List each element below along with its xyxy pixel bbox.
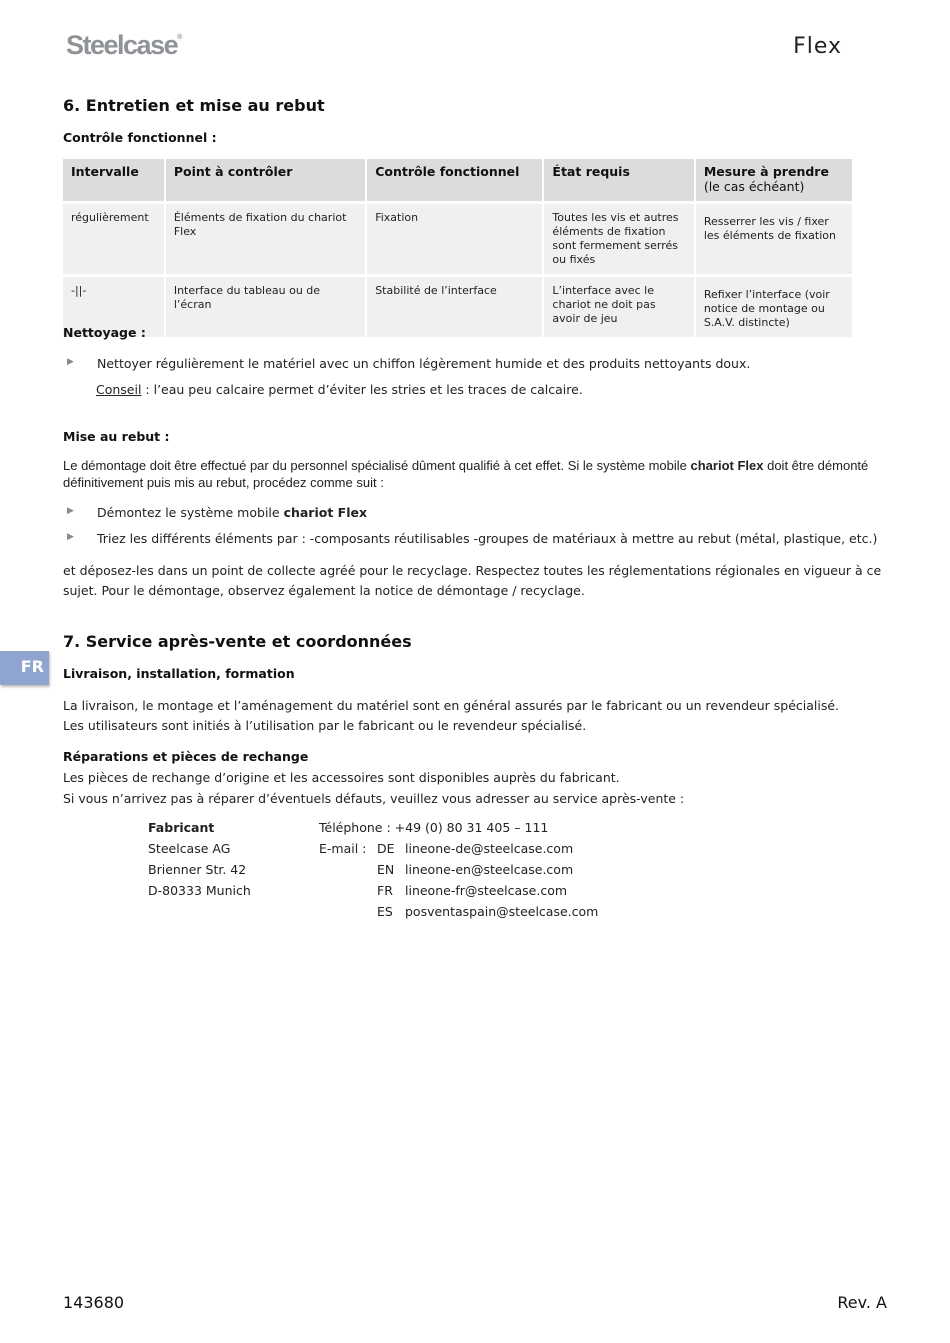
table-cell: Éléments de fixation du chariot Flex [166,204,365,274]
header-required-state: État requis [544,159,693,201]
bullet-arrow-icon: ▶ [67,506,74,516]
table-header-row [63,159,852,201]
email-link-en[interactable]: lineone-en@steelcase.com [405,862,574,877]
table-cell: Toutes les vis et autres éléments de fixation sont fermement serrés ou fixés [544,204,693,274]
email-label: E-mail : [319,841,367,856]
bullet-arrow-icon: ▶ [67,357,74,367]
document-number: 143680 [63,1293,125,1312]
header-action: Mesure à prendre (le cas échéant) [696,159,852,201]
email-lang-en: EN [377,862,395,877]
product-name: Flex [793,34,842,59]
language-tab-fr: FR [0,651,49,685]
section-6-title: 6. Entretien et mise au rebut [63,96,325,115]
bullet-arrow-icon: ▶ [67,532,74,542]
cleaning-heading: Nettoyage : [63,325,146,340]
table-cell: Stabilité de l’interface [367,277,542,337]
company-name: Steelcase AG [148,841,231,856]
table-row [63,277,852,337]
header-interval: Intervalle [63,159,164,201]
city-address: D-80333 Munich [148,883,251,898]
table-cell: -||- [63,277,164,337]
repairs-text-1: Les pièces de rechange d’origine et les accessoires sont disponibles auprès du fabricant. [63,770,620,785]
email-lang-es: ES [377,904,393,919]
disposal-outro: et déposez-les dans un point de collecte agréé pour le recyclage. Respectez toutes les réglementations régionales en vigueur à ce sujet. Pour le démontage, observez également la notice de démontage / recyclage. [63,563,882,598]
email-link-es[interactable]: posventaspain@steelcase.com [405,904,599,919]
header-check-point: Point à contrôler [166,159,365,201]
delivery-text-2: Les utilisateurs sont initiés à l’utilisation par le fabricant ou le revendeur spécialisé. [63,718,587,733]
table-row [63,204,852,274]
email-link-fr[interactable]: lineone-fr@steelcase.com [405,883,568,898]
table-cell: régulièrement [63,204,164,274]
email-lang-fr: FR [377,883,393,898]
steelcase-logo: Steelcase® [66,30,183,60]
repairs-heading: Réparations et pièces de rechange [63,749,309,764]
email-link-de[interactable]: lineone-de@steelcase.com [405,841,574,856]
cleaning-tip: Conseil : l’eau peu calcaire permet d’éviter les stries et les traces de calcaire. [96,382,583,397]
table-cell: Refixer l’interface (voir notice de montage ou S.A.V. distincte) [696,277,852,337]
table-cell: Fixation [367,204,542,274]
table-cell: L’interface avec le chariot ne doit pas avoir de jeu [544,277,693,337]
header-functional-control: Contrôle fonctionnel [367,159,542,201]
manufacturer-label: Fabricant [148,820,215,835]
table-cell: Interface du tableau ou de l’écran [166,277,365,337]
functional-control-table [61,156,854,340]
disposal-intro: Le démontage doit être effectué par du personnel spécialisé dûment qualifié à cet effet. Si le système mobile chariot Flex doit être démonté définitivement puis mis au rebut, procédez comme suit : [63,458,869,490]
street-address: Brienner Str. 42 [148,862,247,877]
control-heading: Contrôle fonctionnel : [63,130,217,145]
section-7-title: 7. Service après-vente et coordonnées [63,632,412,651]
disposal-heading: Mise au rebut : [63,429,170,444]
delivery-text-1: La livraison, le montage et l’aménagement du matériel sont en général assurés par le fabricant ou un revendeur spécialisé. [63,698,840,713]
delivery-heading: Livraison, installation, formation [63,666,295,681]
table-cell: Resserrer les vis / fixer les éléments de fixation [696,204,852,274]
repairs-text-2: Si vous n’arrivez pas à réparer d’éventuels défauts, veuillez vous adresser au service après-vente : [63,791,685,806]
email-lang-de: DE [377,841,395,856]
revision-label: Rev. A [837,1293,887,1312]
phone-number: Téléphone : +49 (0) 80 31 405 – 111 [319,820,549,835]
